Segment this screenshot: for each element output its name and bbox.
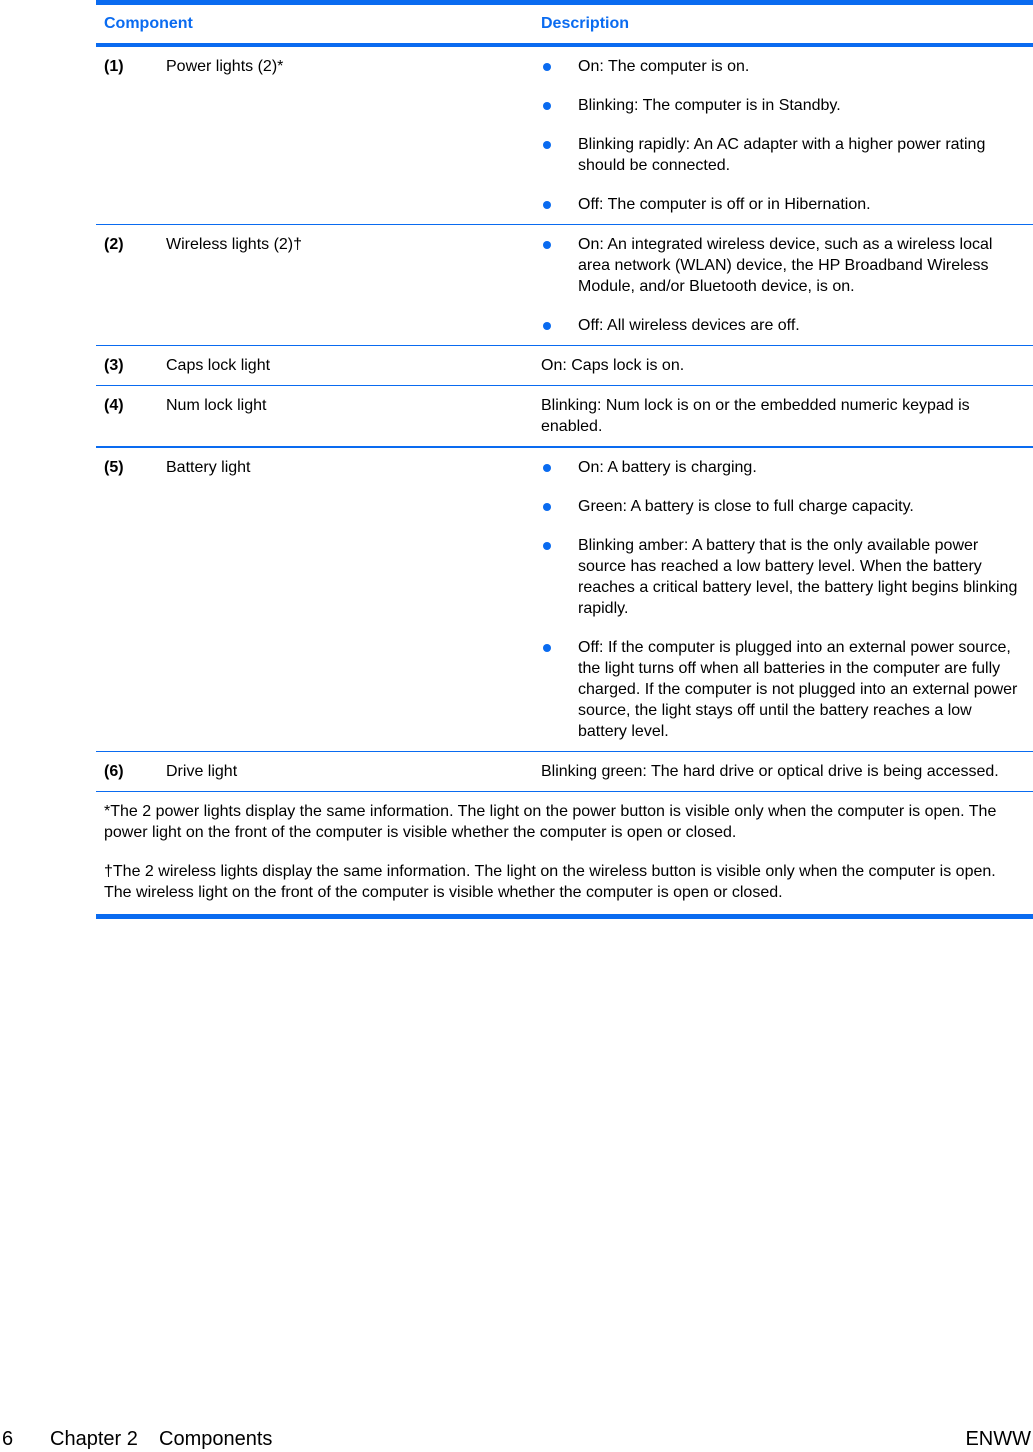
footnote: *The 2 power lights display the same information. The light on the power button is visible only when the computer is open. The power light on the front of the computer is visible whether the computer is open or closed.: [104, 803, 997, 841]
locale-label: ENWW: [965, 1428, 1031, 1450]
list-item: [541, 234, 1025, 297]
table-row: [96, 386, 1033, 448]
list-item: [541, 535, 1025, 619]
list-item-text: Blinking amber: A battery that is the only available power source has reached a low battery level. When the battery reaches a critical battery level, the battery light begins blinking rapidly.: [578, 537, 1018, 617]
list-item-text: Blinking: The computer is in Standby.: [578, 97, 841, 114]
row-number: (2): [104, 236, 124, 253]
components-table: [96, 0, 1033, 919]
list-item: [541, 194, 1025, 215]
list-item-text: Off: The computer is off or in Hibernation.: [578, 196, 871, 213]
list-item: [541, 496, 1025, 517]
bullet-icon: [543, 102, 551, 110]
table-footnotes: [96, 792, 1033, 914]
list-item-text: Blinking rapidly: An AC adapter with a higher power rating should be connected.: [578, 136, 986, 174]
list-item-text: Off: If the computer is plugged into an external power source, the light turns off when all batteries in the computer are fully charged. If the computer is not plugged into an external power source, the light stays off until the battery reaches a low battery level.: [578, 639, 1018, 740]
row-number: (1): [104, 58, 124, 75]
bullet-icon: [543, 542, 551, 550]
list-item: [541, 457, 1025, 478]
table-bottom-rule: [96, 914, 1033, 919]
page-footer: [0, 1428, 1033, 1452]
bullet-icon: [543, 201, 551, 209]
list-item: [541, 134, 1025, 176]
bullet-icon: [543, 322, 551, 330]
page-number: 6: [2, 1428, 14, 1450]
list-item-text: On: A battery is charging.: [578, 459, 757, 476]
header-description: Description: [541, 15, 630, 32]
bullet-list: [541, 457, 1025, 742]
list-item: [541, 95, 1025, 116]
bullet-icon: [543, 241, 551, 249]
footnote: †The 2 wireless lights display the same information. The light on the wireless button is visible only when the computer is open. The wireless light on the front of the computer is visible whether the computer is open or closed.: [104, 863, 996, 901]
list-item: [541, 56, 1025, 77]
table-header: [96, 5, 1033, 47]
list-item-text: On: An integrated wireless device, such as a wireless local area network (WLAN) device, the HP Broadband Wireless Module, and/or Bluetooth device, is on.: [578, 236, 993, 295]
row-component-name: Drive light: [166, 763, 238, 780]
list-item-text: On: The computer is on.: [578, 58, 750, 75]
row-description: Blinking green: The hard drive or optical drive is being accessed.: [541, 763, 999, 780]
row-component-name: Num lock light: [166, 397, 267, 414]
row-description: [533, 225, 1033, 345]
header-component: Component: [104, 15, 193, 32]
row-number: (3): [104, 357, 124, 374]
list-item: [541, 315, 1025, 336]
bullet-list: [541, 234, 1025, 336]
bullet-icon: [543, 644, 551, 652]
list-item: [541, 637, 1025, 742]
table-row: [96, 448, 1033, 752]
bullet-icon: [543, 503, 551, 511]
list-item-text: Off: All wireless devices are off.: [578, 317, 800, 334]
table-row: [96, 225, 1033, 346]
bullet-list: [541, 56, 1025, 215]
bullet-icon: [543, 141, 551, 149]
table-row: [96, 47, 1033, 225]
table-row: [96, 752, 1033, 792]
table-row: [96, 346, 1033, 386]
row-description: Blinking: Num lock is on or the embedded numeric keypad is enabled.: [541, 397, 970, 435]
row-component-name: Power lights (2)*: [166, 58, 284, 75]
row-number: (6): [104, 763, 124, 780]
section-label: Components: [159, 1428, 273, 1450]
row-description: [533, 448, 1033, 751]
row-number: (4): [104, 397, 124, 414]
bullet-icon: [543, 63, 551, 71]
row-component-name: Caps lock light: [166, 357, 271, 374]
list-item-text: Green: A battery is close to full charge capacity.: [578, 498, 914, 515]
chapter-label: Chapter 2: [50, 1428, 138, 1450]
row-description: On: Caps lock is on.: [541, 357, 685, 374]
row-description: [533, 47, 1033, 224]
row-component-name: Battery light: [166, 459, 251, 476]
row-component-name: Wireless lights (2)†: [166, 236, 303, 253]
row-number: (5): [104, 459, 124, 476]
bullet-icon: [543, 464, 551, 472]
